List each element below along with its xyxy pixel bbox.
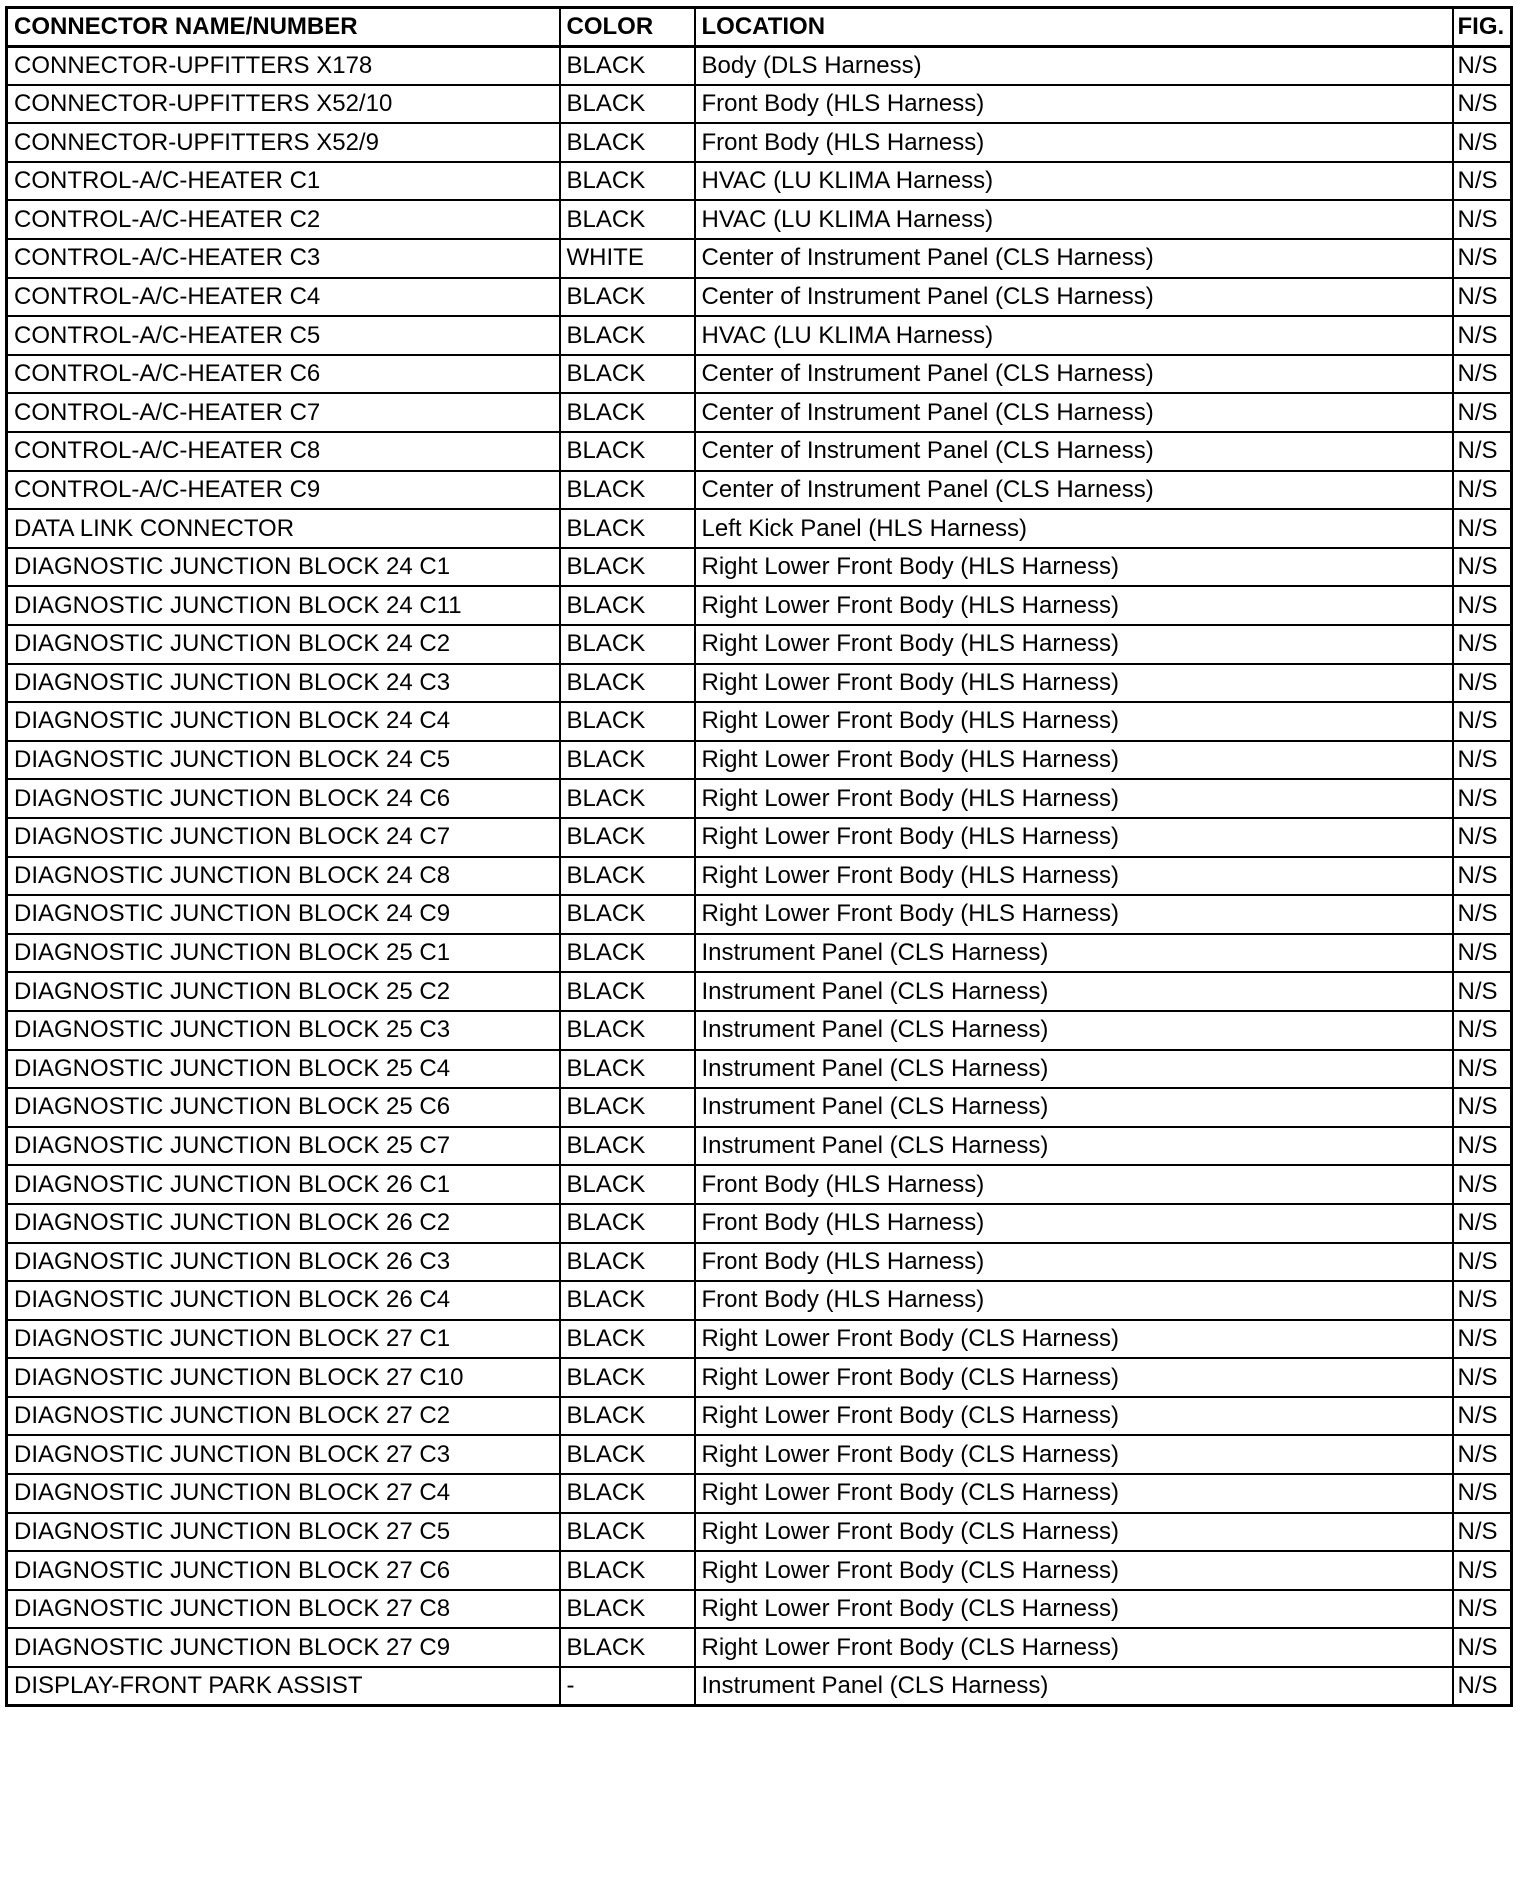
color-cell: BLACK xyxy=(560,625,695,664)
table-row xyxy=(7,818,1512,857)
table-row xyxy=(7,664,1512,703)
color-cell: BLACK xyxy=(560,316,695,355)
fig-cell: N/S xyxy=(1453,1165,1512,1204)
table-row xyxy=(7,857,1512,896)
fig-cell: N/S xyxy=(1453,278,1512,317)
location-cell: Right Lower Front Body (CLS Harness) xyxy=(695,1551,1453,1590)
location-cell: Left Kick Panel (HLS Harness) xyxy=(695,509,1453,548)
table-row xyxy=(7,1165,1512,1204)
table-row xyxy=(7,934,1512,973)
table-row xyxy=(7,239,1512,278)
connector-name-cell: CONTROL-A/C-HEATER C2 xyxy=(7,200,560,239)
location-cell: Right Lower Front Body (HLS Harness) xyxy=(695,702,1453,741)
location-cell: Right Lower Front Body (CLS Harness) xyxy=(695,1320,1453,1359)
fig-cell: N/S xyxy=(1453,972,1512,1011)
location-cell: HVAC (LU KLIMA Harness) xyxy=(695,162,1453,201)
color-cell: BLACK xyxy=(560,471,695,510)
location-cell: HVAC (LU KLIMA Harness) xyxy=(695,316,1453,355)
color-cell: BLACK xyxy=(560,1474,695,1513)
connector-name-cell: CONTROL-A/C-HEATER C3 xyxy=(7,239,560,278)
color-cell: BLACK xyxy=(560,818,695,857)
fig-cell: N/S xyxy=(1453,741,1512,780)
connector-name-cell: DIAGNOSTIC JUNCTION BLOCK 27 C1 xyxy=(7,1320,560,1359)
table-row xyxy=(7,46,1512,85)
table-row xyxy=(7,586,1512,625)
color-cell: BLACK xyxy=(560,664,695,703)
location-cell: Front Body (HLS Harness) xyxy=(695,1204,1453,1243)
fig-cell: N/S xyxy=(1453,1358,1512,1397)
location-cell: Front Body (HLS Harness) xyxy=(695,85,1453,124)
connector-name-cell: DIAGNOSTIC JUNCTION BLOCK 27 C8 xyxy=(7,1590,560,1629)
table-header xyxy=(7,8,1512,47)
connector-name-cell: DIAGNOSTIC JUNCTION BLOCK 27 C2 xyxy=(7,1397,560,1436)
fig-cell: N/S xyxy=(1453,1397,1512,1436)
header-row xyxy=(7,8,1512,47)
location-cell: Right Lower Front Body (CLS Harness) xyxy=(695,1397,1453,1436)
color-cell: BLACK xyxy=(560,1590,695,1629)
connector-name-cell: DIAGNOSTIC JUNCTION BLOCK 24 C6 xyxy=(7,779,560,818)
color-cell: BLACK xyxy=(560,1127,695,1166)
fig-cell: N/S xyxy=(1453,46,1512,85)
color-cell: BLACK xyxy=(560,1088,695,1127)
location-cell: Right Lower Front Body (HLS Harness) xyxy=(695,779,1453,818)
location-cell: Right Lower Front Body (CLS Harness) xyxy=(695,1474,1453,1513)
table-row xyxy=(7,1204,1512,1243)
connector-name-cell: DIAGNOSTIC JUNCTION BLOCK 24 C7 xyxy=(7,818,560,857)
color-cell: BLACK xyxy=(560,741,695,780)
fig-cell: N/S xyxy=(1453,355,1512,394)
table-row xyxy=(7,316,1512,355)
location-cell: Center of Instrument Panel (CLS Harness) xyxy=(695,393,1453,432)
table-row xyxy=(7,1667,1512,1706)
table-row xyxy=(7,895,1512,934)
table-row xyxy=(7,1513,1512,1552)
location-cell: Instrument Panel (CLS Harness) xyxy=(695,1127,1453,1166)
connector-name-cell: DIAGNOSTIC JUNCTION BLOCK 24 C2 xyxy=(7,625,560,664)
color-cell: BLACK xyxy=(560,123,695,162)
header-color: COLOR xyxy=(560,8,695,47)
location-cell: Instrument Panel (CLS Harness) xyxy=(695,934,1453,973)
color-cell: BLACK xyxy=(560,1320,695,1359)
connector-name-cell: DIAGNOSTIC JUNCTION BLOCK 25 C6 xyxy=(7,1088,560,1127)
fig-cell: N/S xyxy=(1453,200,1512,239)
fig-cell: N/S xyxy=(1453,1435,1512,1474)
table-row xyxy=(7,355,1512,394)
color-cell: WHITE xyxy=(560,239,695,278)
color-cell: BLACK xyxy=(560,586,695,625)
fig-cell: N/S xyxy=(1453,316,1512,355)
connector-name-cell: DIAGNOSTIC JUNCTION BLOCK 27 C9 xyxy=(7,1628,560,1667)
location-cell: Instrument Panel (CLS Harness) xyxy=(695,1088,1453,1127)
fig-cell: N/S xyxy=(1453,779,1512,818)
location-cell: HVAC (LU KLIMA Harness) xyxy=(695,200,1453,239)
color-cell: BLACK xyxy=(560,46,695,85)
connector-name-cell: CONTROL-A/C-HEATER C6 xyxy=(7,355,560,394)
connector-name-cell: DIAGNOSTIC JUNCTION BLOCK 25 C7 xyxy=(7,1127,560,1166)
table-row xyxy=(7,471,1512,510)
color-cell: BLACK xyxy=(560,972,695,1011)
connector-name-cell: DIAGNOSTIC JUNCTION BLOCK 27 C4 xyxy=(7,1474,560,1513)
fig-cell: N/S xyxy=(1453,162,1512,201)
connector-name-cell: CONNECTOR-UPFITTERS X178 xyxy=(7,46,560,85)
fig-cell: N/S xyxy=(1453,1667,1512,1706)
connector-name-cell: DIAGNOSTIC JUNCTION BLOCK 25 C2 xyxy=(7,972,560,1011)
connector-name-cell: DIAGNOSTIC JUNCTION BLOCK 24 C3 xyxy=(7,664,560,703)
fig-cell: N/S xyxy=(1453,1243,1512,1282)
color-cell: BLACK xyxy=(560,934,695,973)
fig-cell: N/S xyxy=(1453,586,1512,625)
table-row xyxy=(7,1127,1512,1166)
fig-cell: N/S xyxy=(1453,1474,1512,1513)
location-cell: Right Lower Front Body (HLS Harness) xyxy=(695,895,1453,934)
connector-name-cell: DIAGNOSTIC JUNCTION BLOCK 27 C3 xyxy=(7,1435,560,1474)
location-cell: Right Lower Front Body (CLS Harness) xyxy=(695,1358,1453,1397)
connector-name-cell: CONTROL-A/C-HEATER C8 xyxy=(7,432,560,471)
connector-name-cell: DIAGNOSTIC JUNCTION BLOCK 27 C10 xyxy=(7,1358,560,1397)
color-cell: BLACK xyxy=(560,1358,695,1397)
table-row xyxy=(7,432,1512,471)
color-cell: BLACK xyxy=(560,1050,695,1089)
color-cell: BLACK xyxy=(560,1397,695,1436)
connector-name-cell: DIAGNOSTIC JUNCTION BLOCK 24 C4 xyxy=(7,702,560,741)
fig-cell: N/S xyxy=(1453,1590,1512,1629)
fig-cell: N/S xyxy=(1453,857,1512,896)
color-cell: BLACK xyxy=(560,200,695,239)
color-cell: - xyxy=(560,1667,695,1706)
fig-cell: N/S xyxy=(1453,1050,1512,1089)
connector-name-cell: DISPLAY-FRONT PARK ASSIST xyxy=(7,1667,560,1706)
connector-name-cell: CONTROL-A/C-HEATER C4 xyxy=(7,278,560,317)
fig-cell: N/S xyxy=(1453,548,1512,587)
connector-name-cell: DIAGNOSTIC JUNCTION BLOCK 25 C3 xyxy=(7,1011,560,1050)
header-location: LOCATION xyxy=(695,8,1453,47)
connector-name-cell: CONTROL-A/C-HEATER C7 xyxy=(7,393,560,432)
fig-cell: N/S xyxy=(1453,432,1512,471)
color-cell: BLACK xyxy=(560,1165,695,1204)
table-row xyxy=(7,1628,1512,1667)
fig-cell: N/S xyxy=(1453,85,1512,124)
location-cell: Center of Instrument Panel (CLS Harness) xyxy=(695,239,1453,278)
color-cell: BLACK xyxy=(560,1513,695,1552)
location-cell: Right Lower Front Body (HLS Harness) xyxy=(695,664,1453,703)
location-cell: Right Lower Front Body (HLS Harness) xyxy=(695,625,1453,664)
connector-name-cell: CONTROL-A/C-HEATER C1 xyxy=(7,162,560,201)
connector-name-cell: DIAGNOSTIC JUNCTION BLOCK 24 C11 xyxy=(7,586,560,625)
connector-name-cell: DIAGNOSTIC JUNCTION BLOCK 24 C1 xyxy=(7,548,560,587)
table-row xyxy=(7,972,1512,1011)
table-row xyxy=(7,1243,1512,1282)
connector-name-cell: DIAGNOSTIC JUNCTION BLOCK 27 C5 xyxy=(7,1513,560,1552)
location-cell: Center of Instrument Panel (CLS Harness) xyxy=(695,471,1453,510)
fig-cell: N/S xyxy=(1453,934,1512,973)
color-cell: BLACK xyxy=(560,85,695,124)
table-row xyxy=(7,123,1512,162)
location-cell: Right Lower Front Body (HLS Harness) xyxy=(695,818,1453,857)
connector-name-cell: CONTROL-A/C-HEATER C9 xyxy=(7,471,560,510)
table-row xyxy=(7,779,1512,818)
location-cell: Center of Instrument Panel (CLS Harness) xyxy=(695,432,1453,471)
color-cell: BLACK xyxy=(560,779,695,818)
table-row xyxy=(7,1358,1512,1397)
fig-cell: N/S xyxy=(1453,1551,1512,1590)
fig-cell: N/S xyxy=(1453,818,1512,857)
connector-name-cell: DIAGNOSTIC JUNCTION BLOCK 25 C1 xyxy=(7,934,560,973)
table-row xyxy=(7,1050,1512,1089)
fig-cell: N/S xyxy=(1453,1088,1512,1127)
location-cell: Right Lower Front Body (CLS Harness) xyxy=(695,1628,1453,1667)
connector-name-cell: DIAGNOSTIC JUNCTION BLOCK 26 C1 xyxy=(7,1165,560,1204)
location-cell: Instrument Panel (CLS Harness) xyxy=(695,1011,1453,1050)
connector-name-cell: DIAGNOSTIC JUNCTION BLOCK 24 C5 xyxy=(7,741,560,780)
fig-cell: N/S xyxy=(1453,1320,1512,1359)
fig-cell: N/S xyxy=(1453,1281,1512,1320)
color-cell: BLACK xyxy=(560,1204,695,1243)
table-body xyxy=(7,46,1512,1706)
fig-cell: N/S xyxy=(1453,1204,1512,1243)
table-row xyxy=(7,741,1512,780)
table-row xyxy=(7,1320,1512,1359)
fig-cell: N/S xyxy=(1453,625,1512,664)
connector-name-cell: DATA LINK CONNECTOR xyxy=(7,509,560,548)
fig-cell: N/S xyxy=(1453,664,1512,703)
fig-cell: N/S xyxy=(1453,702,1512,741)
location-cell: Center of Instrument Panel (CLS Harness) xyxy=(695,355,1453,394)
color-cell: BLACK xyxy=(560,702,695,741)
table-row xyxy=(7,1011,1512,1050)
location-cell: Instrument Panel (CLS Harness) xyxy=(695,1050,1453,1089)
table-row xyxy=(7,162,1512,201)
color-cell: BLACK xyxy=(560,895,695,934)
location-cell: Right Lower Front Body (HLS Harness) xyxy=(695,741,1453,780)
connector-name-cell: CONNECTOR-UPFITTERS X52/9 xyxy=(7,123,560,162)
connector-name-cell: CONTROL-A/C-HEATER C5 xyxy=(7,316,560,355)
table-row xyxy=(7,1088,1512,1127)
location-cell: Right Lower Front Body (HLS Harness) xyxy=(695,586,1453,625)
location-cell: Instrument Panel (CLS Harness) xyxy=(695,972,1453,1011)
table-row xyxy=(7,625,1512,664)
location-cell: Front Body (HLS Harness) xyxy=(695,123,1453,162)
connector-name-cell: DIAGNOSTIC JUNCTION BLOCK 25 C4 xyxy=(7,1050,560,1089)
fig-cell: N/S xyxy=(1453,1127,1512,1166)
fig-cell: N/S xyxy=(1453,1628,1512,1667)
fig-cell: N/S xyxy=(1453,895,1512,934)
color-cell: BLACK xyxy=(560,1243,695,1282)
connector-name-cell: DIAGNOSTIC JUNCTION BLOCK 26 C3 xyxy=(7,1243,560,1282)
connector-name-cell: DIAGNOSTIC JUNCTION BLOCK 24 C9 xyxy=(7,895,560,934)
color-cell: BLACK xyxy=(560,1435,695,1474)
fig-cell: N/S xyxy=(1453,393,1512,432)
color-cell: BLACK xyxy=(560,1628,695,1667)
fig-cell: N/S xyxy=(1453,509,1512,548)
table-row xyxy=(7,1474,1512,1513)
fig-cell: N/S xyxy=(1453,239,1512,278)
table-row xyxy=(7,1435,1512,1474)
table-row xyxy=(7,278,1512,317)
table-row xyxy=(7,1590,1512,1629)
table-row xyxy=(7,1281,1512,1320)
table-row xyxy=(7,702,1512,741)
connector-name-cell: CONNECTOR-UPFITTERS X52/10 xyxy=(7,85,560,124)
location-cell: Front Body (HLS Harness) xyxy=(695,1243,1453,1282)
table-row xyxy=(7,393,1512,432)
color-cell: BLACK xyxy=(560,1281,695,1320)
table-row xyxy=(7,200,1512,239)
location-cell: Body (DLS Harness) xyxy=(695,46,1453,85)
table-row xyxy=(7,548,1512,587)
location-cell: Front Body (HLS Harness) xyxy=(695,1165,1453,1204)
fig-cell: N/S xyxy=(1453,1513,1512,1552)
location-cell: Right Lower Front Body (CLS Harness) xyxy=(695,1435,1453,1474)
location-cell: Right Lower Front Body (HLS Harness) xyxy=(695,548,1453,587)
color-cell: BLACK xyxy=(560,1551,695,1590)
color-cell: BLACK xyxy=(560,857,695,896)
color-cell: BLACK xyxy=(560,432,695,471)
connector-table xyxy=(5,6,1513,1707)
connector-name-cell: DIAGNOSTIC JUNCTION BLOCK 26 C2 xyxy=(7,1204,560,1243)
header-connector-name: CONNECTOR NAME/NUMBER xyxy=(7,8,560,47)
fig-cell: N/S xyxy=(1453,1011,1512,1050)
location-cell: Center of Instrument Panel (CLS Harness) xyxy=(695,278,1453,317)
header-fig: FIG. xyxy=(1453,8,1512,47)
table-row xyxy=(7,85,1512,124)
location-cell: Right Lower Front Body (CLS Harness) xyxy=(695,1513,1453,1552)
location-cell: Instrument Panel (CLS Harness) xyxy=(695,1667,1453,1706)
location-cell: Right Lower Front Body (CLS Harness) xyxy=(695,1590,1453,1629)
color-cell: BLACK xyxy=(560,1011,695,1050)
location-cell: Right Lower Front Body (HLS Harness) xyxy=(695,857,1453,896)
table-row xyxy=(7,1397,1512,1436)
color-cell: BLACK xyxy=(560,548,695,587)
location-cell: Front Body (HLS Harness) xyxy=(695,1281,1453,1320)
connector-name-cell: DIAGNOSTIC JUNCTION BLOCK 26 C4 xyxy=(7,1281,560,1320)
connector-name-cell: DIAGNOSTIC JUNCTION BLOCK 24 C8 xyxy=(7,857,560,896)
color-cell: BLACK xyxy=(560,278,695,317)
color-cell: BLACK xyxy=(560,162,695,201)
fig-cell: N/S xyxy=(1453,471,1512,510)
color-cell: BLACK xyxy=(560,393,695,432)
color-cell: BLACK xyxy=(560,509,695,548)
connector-name-cell: DIAGNOSTIC JUNCTION BLOCK 27 C6 xyxy=(7,1551,560,1590)
fig-cell: N/S xyxy=(1453,123,1512,162)
color-cell: BLACK xyxy=(560,355,695,394)
table-row xyxy=(7,509,1512,548)
table-row xyxy=(7,1551,1512,1590)
